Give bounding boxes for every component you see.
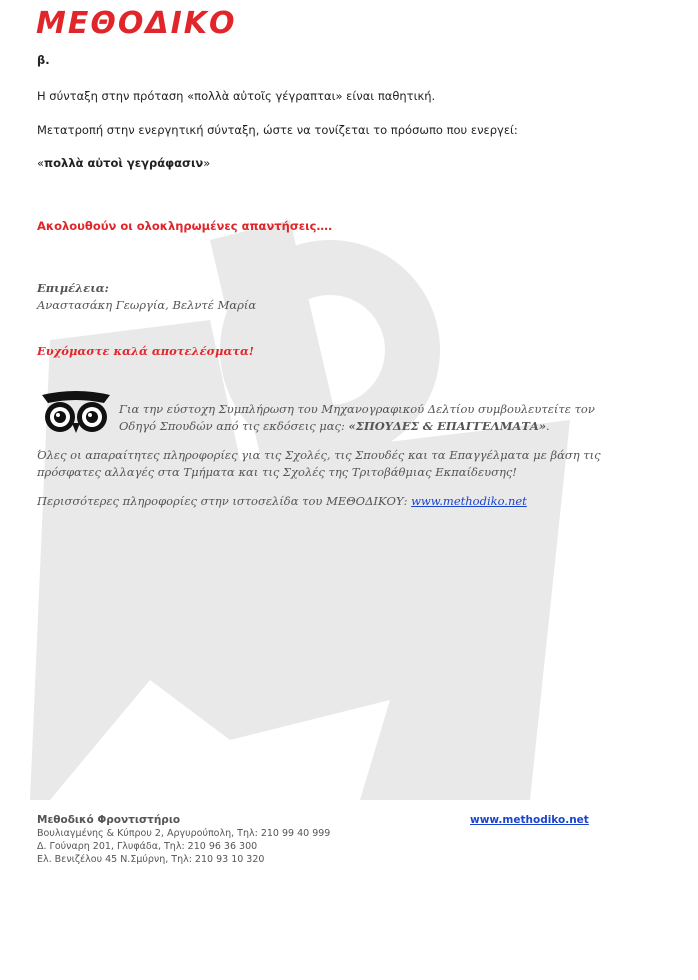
conversion-instruction: Μετατροπή στην ενεργητική σύνταξη, ώστε να τονίζεται το πρόσωπο που ενεργεί: <box>37 123 518 137</box>
logo-text: ΜΕΘΟΔΙΚΟ <box>36 6 237 41</box>
footer-website-link[interactable]: www.methodiko.net <box>470 814 589 826</box>
footer-address-1: Βουλιαγμένης & Κύπρου 2, Αργυρούπολη, Τηλ: 210 99 40 999 <box>37 828 331 839</box>
watermark-logo <box>30 200 590 820</box>
methodiko-logo <box>36 6 236 41</box>
guide-suffix: . <box>546 419 550 433</box>
guide-line-1: Για την εύστοχη Συμπλήρωση του Μηχανογραφικού Δελτίου συμβουλευτείτε τον <box>119 402 595 416</box>
more-info <box>37 493 527 509</box>
footer-address-3: Ελ. Βενιζέλου 45 Ν.Σμύρνη, Τηλ: 210 93 10 320 <box>37 854 265 865</box>
guide-book-title: «ΣΠΟΥΔΕΣ & ΕΠΑΓΓΕΛΜΑΤΑ» <box>348 419 547 433</box>
part-label: β. <box>37 53 50 67</box>
owl-icon <box>40 389 112 437</box>
editors-names: Αναστασάκη Γεωργία, Βελντέ Μαρία <box>37 298 257 312</box>
editing-label: Επιμέλεια: <box>37 281 109 295</box>
active-answer <box>37 155 210 171</box>
website-link[interactable]: www.methodiko.net <box>411 494 527 508</box>
guide-prefix: Οδηγό Σπουδών από τις εκδόσεις μας: <box>119 419 349 433</box>
answer-open-quote: « <box>37 156 45 170</box>
wishes-text: Ευχόμαστε καλά αποτελέσματα! <box>37 344 254 358</box>
info-line-1: Όλες οι απαραίτητες πληροφορίες για τις Σχολές, τις Σπουδές και τα Επαγγέλματα με βάση τις <box>37 448 601 462</box>
answer-close-quote: » <box>203 156 211 170</box>
more-info-prefix: Περισσότερες πληροφορίες στην ιστοσελίδα του ΜΕΘΟΔΙΚΟΥ: <box>37 494 412 508</box>
following-answers: Ακολουθούν οι ολοκληρωμένες απαντήσεις…. <box>37 219 333 233</box>
answer-bold: πολλὰ αὐτοὶ γεγράφασιν <box>44 156 204 170</box>
passive-statement: Η σύνταξη στην πρόταση «πολλὰ αὐτοῖς γέγραπται» είναι παθητική. <box>37 89 436 103</box>
info-line-2: πρόσφατες αλλαγές στα Τμήματα και τις Σχολές της Τριτοβάθμιας Εκπαίδευσης! <box>37 465 517 479</box>
guide-line-2 <box>119 418 550 434</box>
footer-address-2: Δ. Γούναρη 201, Γλυφάδα, Τηλ: 210 96 36 300 <box>37 841 258 852</box>
footer-company: Μεθοδικό Φροντιστήριο <box>37 814 181 826</box>
